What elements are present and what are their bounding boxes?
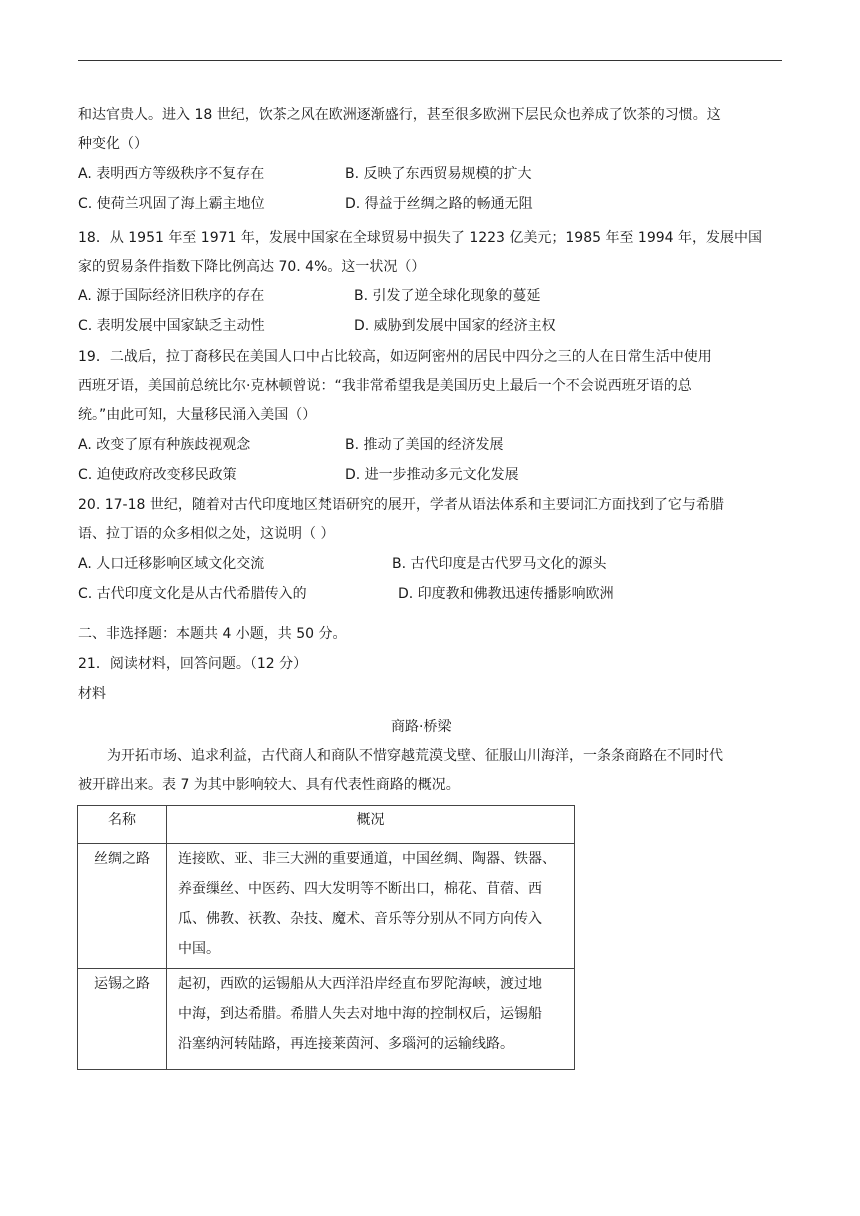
q17-stem-line1: 和达官贵人。进入 18 世纪，饮茶之风在欧洲逐渐盛行，甚至很多欧洲下层民众也养成了饮茶的习惯。这 — [78, 107, 721, 123]
q19-stem-line3: 统。”由此可知，大量移民涌入美国（） — [78, 407, 317, 423]
q19-stem-line2: 西班牙语，美国前总统比尔·克林顿曾说：“我非常希望我是美国历史上最后一个不会说西班牙语的总 — [78, 378, 692, 394]
overview-line: 瓜、佛教、祆教、杂技、魔术、音乐等分别从不同方向传入 — [178, 911, 542, 927]
q19-option-b: B. 推动了美国的经济发展 — [345, 437, 504, 453]
table-row — [78, 969, 575, 1070]
q20-option-b: B. 古代印度是古代罗马文化的源头 — [392, 556, 607, 572]
section-title: 二、非选择题：本题共 4 小题，共 50 分。 — [78, 626, 347, 642]
q21-heading: 商路·桥梁 — [391, 719, 452, 735]
q17-option-b: B. 反映了东西贸易规模的扩大 — [345, 166, 532, 182]
route-name: 运锡之路 — [78, 969, 167, 1070]
q20-option-d: D. 印度教和佛教迅速传播影响欧洲 — [398, 586, 614, 602]
trade-routes-table — [77, 805, 575, 1070]
q17-option-c: C. 使荷兰巩固了海上霸主地位 — [78, 196, 265, 212]
route-overview — [167, 844, 575, 969]
q20-stem-line2: 语、拉丁语的众多相似之处，这说明（ ） — [78, 526, 335, 542]
q18-option-b: B. 引发了逆全球化现象的蔓延 — [354, 288, 541, 304]
overview-line: 中海，到达希腊。希腊人失去对地中海的控制权后，运锡船 — [178, 1006, 542, 1022]
q19-option-a: A. 改变了原有种族歧视观念 — [78, 437, 251, 453]
q18-stem-line1: 18．从 1951 年至 1971 年，发展中国家在全球贸易中损失了 1223 亿美元；1985 年至 1994 年，发展中国 — [78, 230, 763, 246]
table-header-row — [78, 806, 575, 844]
overview-line: 沿塞纳河转陆路，再连接莱茵河、多瑙河的运输线路。 — [178, 1036, 514, 1052]
overview-line: 连接欧、亚、非三大洲的重要通道，中国丝绸、陶器、铁器、 — [178, 851, 556, 867]
q18-option-a: A. 源于国际经济旧秩序的存在 — [78, 288, 265, 304]
header-name: 名称 — [78, 806, 167, 844]
overview-line: 起初，西欧的运锡船从大西洋沿岸经直布罗陀海峡，渡过地 — [178, 976, 542, 992]
q20-option-a: A. 人口迁移影响区域文化交流 — [78, 556, 265, 572]
q17-option-d: D. 得益于丝绸之路的畅通无阻 — [345, 196, 533, 212]
overview-line: 养蚕缫丝、中医药、四大发明等不断出口，棉花、苜蓿、西 — [178, 881, 542, 897]
q18-stem-line2: 家的贸易条件指数下降比例高达 70. 4%。这一状况（） — [78, 259, 426, 275]
q21-para-line2: 被开辟出来。表 7 为其中影响较大、具有代表性商路的概况。 — [78, 777, 460, 793]
q21-title: 21．阅读材料，回答问题。（12 分） — [78, 656, 308, 672]
q19-option-c: C. 迫使政府改变移民政策 — [78, 467, 237, 483]
q18-option-c: C. 表明发展中国家缺乏主动性 — [78, 318, 265, 334]
route-name: 丝绸之路 — [78, 844, 167, 969]
q18-option-d: D. 威胁到发展中国家的经济主权 — [354, 318, 556, 334]
q17-option-a: A. 表明西方等级秩序不复存在 — [78, 166, 265, 182]
overview-line: 中国。 — [178, 941, 220, 957]
q17-stem-line2: 种变化（） — [78, 136, 148, 152]
q21-para-line1: 为开拓市场、追求利益，古代商人和商队不惜穿越荒漠戈壁、征服山川海洋，一条条商路在不同时代 — [107, 748, 723, 764]
route-overview — [167, 969, 575, 1070]
table-row — [78, 844, 575, 969]
q20-stem-line1: 20. 17-18 世纪，随着对古代印度地区梵语研究的展开，学者从语法体系和主要词汇方面找到了它与希腊 — [78, 497, 724, 513]
q21-material-label: 材料 — [78, 686, 106, 702]
q19-stem-line1: 19．二战后，拉丁裔移民在美国人口中占比较高，如迈阿密州的居民中四分之三的人在日常生活中使用 — [78, 349, 712, 365]
header-overview: 概况 — [167, 806, 575, 844]
header-rule — [78, 60, 782, 61]
q20-option-c: C. 古代印度文化是从古代希腊传入的 — [78, 586, 307, 602]
q19-option-d: D. 进一步推动多元文化发展 — [345, 467, 519, 483]
